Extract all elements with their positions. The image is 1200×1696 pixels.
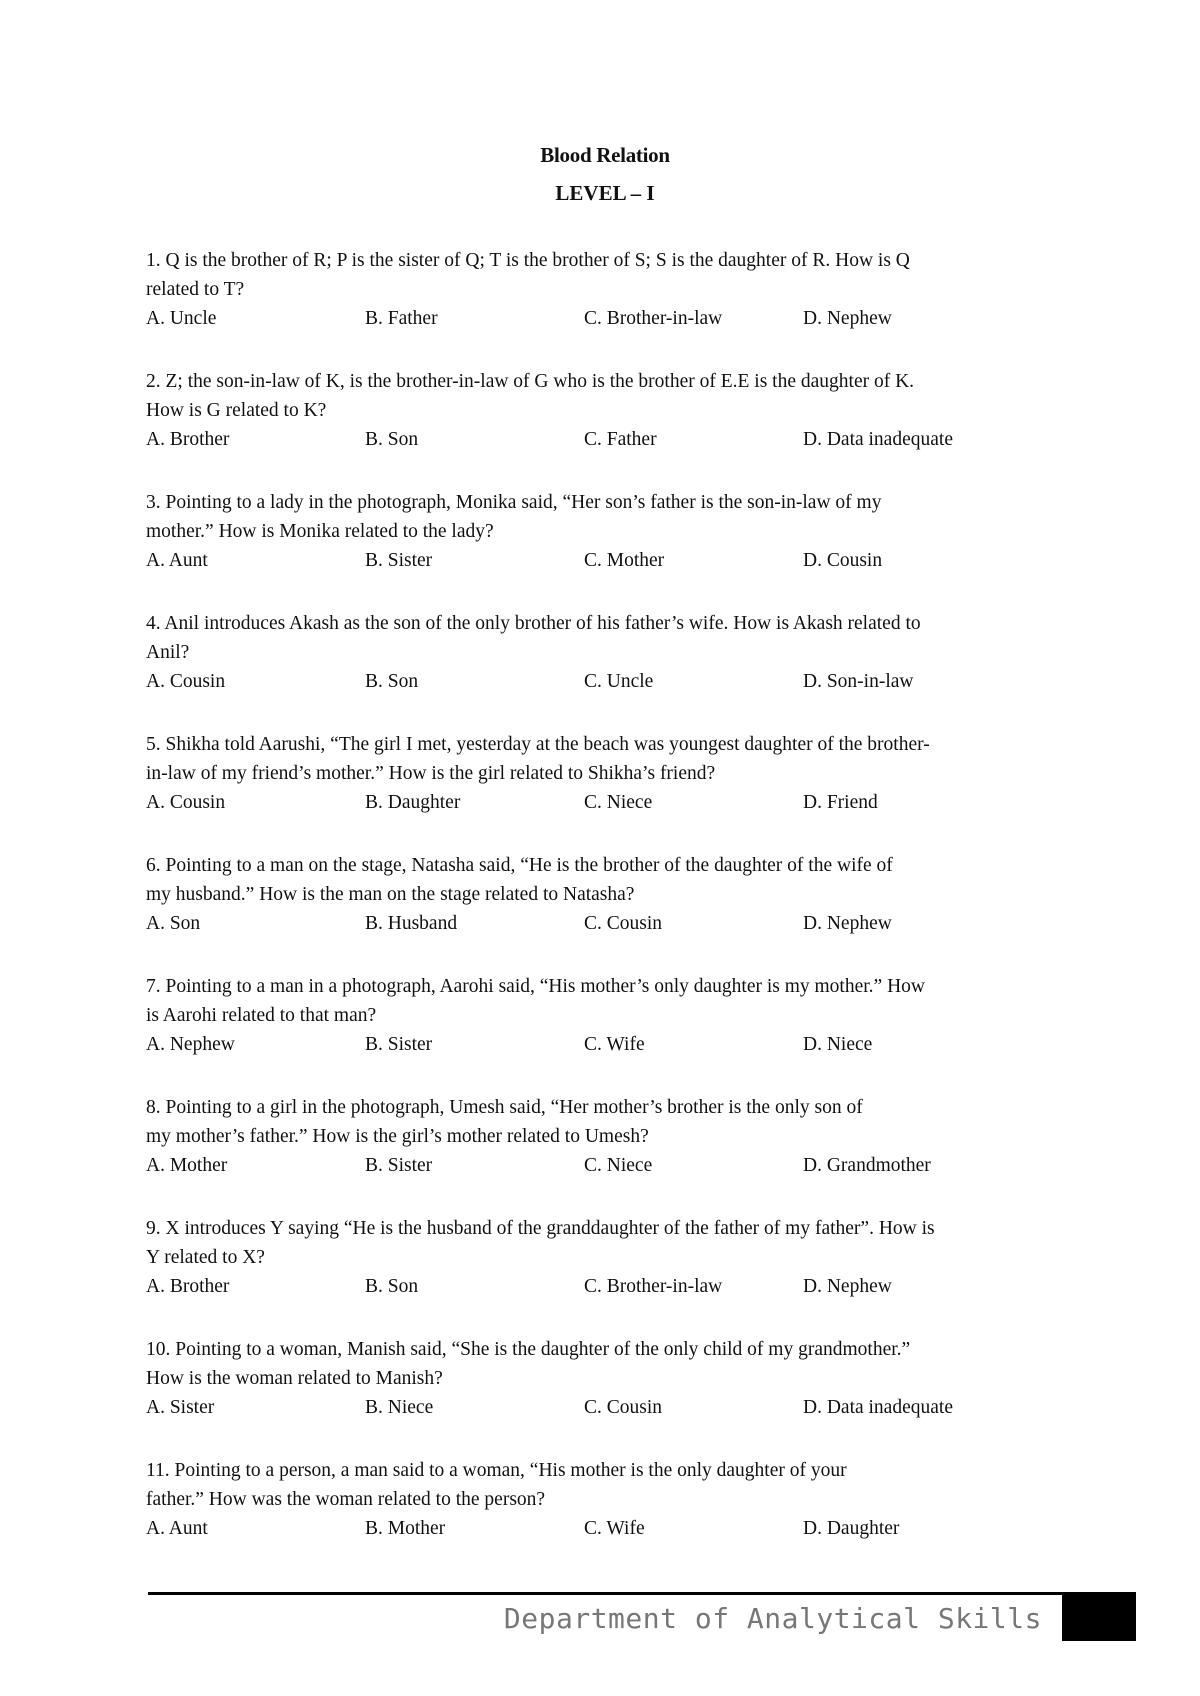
question-text — [146, 1214, 1066, 1272]
question-item — [146, 609, 1066, 696]
answer-options — [146, 667, 1066, 696]
question-text — [146, 1093, 1066, 1151]
option-b: B. Son — [365, 429, 419, 450]
question-text — [146, 488, 1066, 546]
question-line: How is G related to K? — [146, 400, 327, 421]
question-line: 8. Pointing to a girl in the photograph, Umesh said, “Her mother’s brother is the only son of — [146, 1097, 863, 1118]
question-item — [146, 1456, 1066, 1543]
question-line: 7. Pointing to a man in a photograph, Aarohi said, “His mother’s only daughter is my mother.” How — [146, 976, 925, 997]
option-d: D. Nephew — [803, 913, 892, 934]
option-b: B. Son — [365, 1276, 419, 1297]
option-a: A. Cousin — [146, 792, 226, 813]
option-d: D. Nephew — [803, 308, 892, 329]
option-c: C. Niece — [584, 1155, 653, 1176]
option-c: C. Cousin — [584, 1397, 663, 1418]
question-line: 5. Shikha told Aarushi, “The girl I met, yesterday at the beach was youngest daughter of the brother- — [146, 734, 930, 755]
option-c: C. Brother-in-law — [584, 1276, 723, 1297]
footer-black-block — [1062, 1592, 1136, 1641]
option-a: A. Cousin — [146, 671, 226, 692]
answer-options — [146, 546, 1066, 575]
question-line: related to T? — [146, 279, 245, 300]
question-item — [146, 1214, 1066, 1301]
question-text — [146, 851, 1066, 909]
answer-options — [146, 304, 1066, 333]
option-d: D. Daughter — [803, 1518, 900, 1539]
question-item — [146, 367, 1066, 454]
option-a: A. Brother — [146, 429, 230, 450]
answer-options — [146, 425, 1066, 454]
option-b: B. Sister — [365, 550, 433, 571]
option-c: C. Niece — [584, 792, 653, 813]
question-item — [146, 851, 1066, 938]
option-d: D. Nephew — [803, 1276, 892, 1297]
answer-options — [146, 1151, 1066, 1180]
option-c: C. Brother-in-law — [584, 308, 723, 329]
question-text — [146, 972, 1066, 1030]
question-line: 4. Anil introduces Akash as the son of the only brother of his father’s wife. How is Akash related to — [146, 613, 921, 634]
option-b: B. Niece — [365, 1397, 434, 1418]
question-line: my husband.” How is the man on the stage related to Natasha? — [146, 884, 635, 905]
question-line: my mother’s father.” How is the girl’s mother related to Umesh? — [146, 1126, 649, 1147]
option-b: B. Sister — [365, 1155, 433, 1176]
answer-options — [146, 909, 1066, 938]
question-item — [146, 488, 1066, 575]
option-d: D. Cousin — [803, 550, 883, 571]
option-c: C. Wife — [584, 1034, 645, 1055]
option-b: B. Husband — [365, 913, 458, 934]
footer-department: Department of Analytical Skills — [503, 1602, 1042, 1635]
question-item — [146, 1335, 1066, 1422]
option-c: C. Father — [584, 429, 657, 450]
question-line: How is the woman related to Manish? — [146, 1368, 443, 1389]
option-b: B. Daughter — [365, 792, 461, 813]
option-c: C. Wife — [584, 1518, 645, 1539]
option-a: A. Aunt — [146, 550, 208, 571]
answer-options — [146, 1393, 1066, 1422]
question-line: 3. Pointing to a lady in the photograph, Monika said, “Her son’s father is the son-in-law of my — [146, 492, 882, 513]
question-list — [146, 246, 1066, 1543]
option-a: A. Sister — [146, 1397, 215, 1418]
option-b: B. Son — [365, 671, 419, 692]
question-item — [146, 246, 1066, 333]
question-item — [146, 1093, 1066, 1180]
question-text — [146, 367, 1066, 425]
option-d: D. Grandmother — [803, 1155, 931, 1176]
question-line: Y related to X? — [146, 1247, 265, 1268]
option-d: D. Data inadequate — [803, 429, 953, 450]
option-a: A. Nephew — [146, 1034, 235, 1055]
answer-options — [146, 1030, 1066, 1059]
answer-options — [146, 788, 1066, 817]
option-a: A. Uncle — [146, 308, 217, 329]
footer-rule — [148, 1592, 1136, 1595]
level-heading: LEVEL – I — [555, 181, 655, 205]
option-a: A. Mother — [146, 1155, 228, 1176]
option-c: C. Cousin — [584, 913, 663, 934]
option-d: D. Son-in-law — [803, 671, 914, 692]
question-line: mother.” How is Monika related to the lady? — [146, 521, 494, 542]
question-line: 11. Pointing to a person, a man said to a woman, “His mother is the only daughter of your — [146, 1460, 847, 1481]
question-line: father.” How was the woman related to the person? — [146, 1489, 546, 1510]
option-a: A. Aunt — [146, 1518, 208, 1539]
question-text — [146, 609, 1066, 667]
option-b: B. Mother — [365, 1518, 446, 1539]
question-line: Anil? — [146, 642, 190, 663]
question-line: is Aarohi related to that man? — [146, 1005, 377, 1026]
question-line: 6. Pointing to a man on the stage, Natasha said, “He is the brother of the daughter of the wife of — [146, 855, 893, 876]
option-c: C. Uncle — [584, 671, 654, 692]
option-d: D. Niece — [803, 1034, 873, 1055]
option-c: C. Mother — [584, 550, 665, 571]
option-b: B. Sister — [365, 1034, 433, 1055]
answer-options — [146, 1272, 1066, 1301]
question-item — [146, 730, 1066, 817]
question-line: in-law of my friend’s mother.” How is the girl related to Shikha’s friend? — [146, 763, 716, 784]
option-a: A. Son — [146, 913, 201, 934]
document-title: Blood Relation — [540, 143, 670, 167]
option-b: B. Father — [365, 308, 438, 329]
question-line: 9. X introduces Y saying “He is the husband of the granddaughter of the father of my father”. How is — [146, 1218, 935, 1239]
question-text — [146, 1335, 1066, 1393]
question-text — [146, 730, 1066, 788]
question-line: 1. Q is the brother of R; P is the sister of Q; T is the brother of S; S is the daughter of R. How is Q — [146, 250, 910, 271]
question-text — [146, 1456, 1066, 1514]
option-d: D. Friend — [803, 792, 878, 813]
question-text — [146, 246, 1066, 304]
answer-options — [146, 1514, 1066, 1543]
question-line: 10. Pointing to a woman, Manish said, “She is the daughter of the only child of my grandmother.” — [146, 1339, 911, 1360]
option-d: D. Data inadequate — [803, 1397, 953, 1418]
question-line: 2. Z; the son-in-law of K, is the brother-in-law of G who is the brother of E.E is the daughter of K. — [146, 371, 915, 392]
question-item — [146, 972, 1066, 1059]
option-a: A. Brother — [146, 1276, 230, 1297]
